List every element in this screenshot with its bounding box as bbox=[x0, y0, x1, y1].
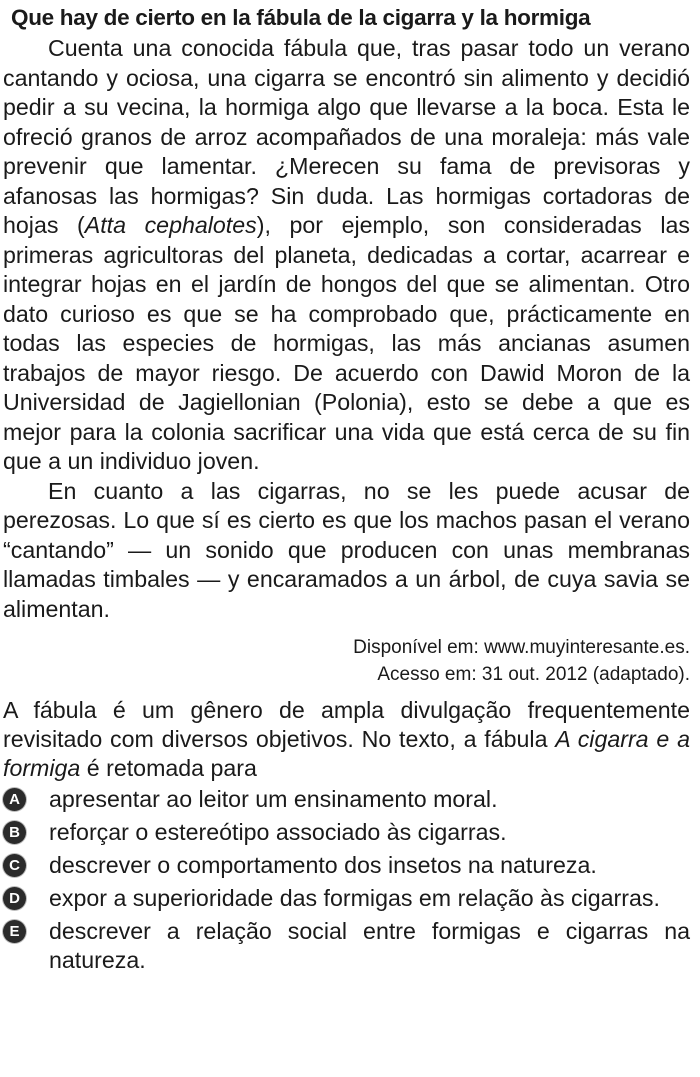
article-paragraph-2: En cuanto a las cigarras, no se les puede acusar de perezosas. Lo que sí es cierto es que los machos pasan el verano “cantando” — un sonido que producen con unas membranas llamadas timbales — y encaramados a un árbol, de cuya savia se alimentan. bbox=[3, 477, 690, 622]
option-d[interactable] bbox=[3, 884, 690, 913]
option-a-text: apresentar ao leitor um ensinamento moral. bbox=[49, 786, 498, 812]
option-b-text: reforçar o estereótipo associado às cigarras. bbox=[49, 819, 507, 845]
article-paragraph-1-part-b: ), por ejemplo, son consideradas las primeras agricultoras del planeta, dedicadas a cortar, acarrear e integrar hojas en el jardín de hongos del que se alimentan. Otro dato curioso es que se ha comprobado que, prácticamente en todas las especies de hormigas, las más ancianas asumen trabajos de mayor riesgo. De acuerdo con Dawid Moron de la Universidad de Jagiellonian (Polonia), esto se debe a que es mejor para la colonia sacrificar una vida que está cerca de su fin que a un individuo joven. bbox=[3, 212, 690, 474]
question-stem bbox=[3, 696, 690, 783]
option-d-text: expor a superioridade das formigas em relação às cigarras. bbox=[49, 885, 660, 911]
source-citation bbox=[3, 634, 690, 688]
article-paragraph-1-part-a: Cuenta una conocida fábula que, tras pasar todo un verano cantando y ociosa, una cigarra se encontró sin alimento y decidió pedir a su vecina, la hormiga algo que llevarse a la boca. Esta le ofreció granos de arroz acompañados de una moraleja: más vale prevenir que lamentar. ¿Merecen su fama de previsoras y afanosas las hormigas? Sin duda. Las hormigas cortadoras de hojas ( bbox=[3, 35, 690, 238]
article-title: Que hay de cierto en la fábula de la cigarra y la hormiga bbox=[11, 5, 591, 30]
option-a-letter-badge: A bbox=[3, 788, 26, 811]
option-a[interactable] bbox=[3, 785, 690, 814]
option-c-text: descrever o comportamento dos insetos na natureza. bbox=[49, 852, 597, 878]
source-availability: Disponível em: www.muyinteresante.es. bbox=[353, 637, 690, 658]
article-paragraph-1 bbox=[3, 34, 690, 477]
source-access-date: Acesso em: 31 out. 2012 (adaptado). bbox=[377, 664, 690, 685]
option-e[interactable] bbox=[3, 917, 690, 975]
option-c-letter-badge: C bbox=[3, 854, 26, 877]
option-d-letter-badge: D bbox=[3, 887, 26, 910]
option-c[interactable] bbox=[3, 851, 690, 880]
option-b-letter-badge: B bbox=[3, 821, 26, 844]
question-stem-part-b: é retomada para bbox=[80, 755, 257, 781]
option-e-text: descrever a relação social entre formigas e cigarras na natureza. bbox=[49, 918, 690, 973]
species-name: Atta cephalotes bbox=[84, 212, 257, 238]
option-e-letter-badge: E bbox=[3, 920, 26, 943]
fable-title: A cigarra e a formiga bbox=[3, 726, 690, 781]
question-stem-part-a: A fábula é um gênero de ampla divulgação frequentemente revisitado com diversos objetivos. No texto, a fábula bbox=[3, 697, 690, 752]
option-b[interactable] bbox=[3, 818, 690, 847]
answer-options bbox=[3, 785, 690, 975]
